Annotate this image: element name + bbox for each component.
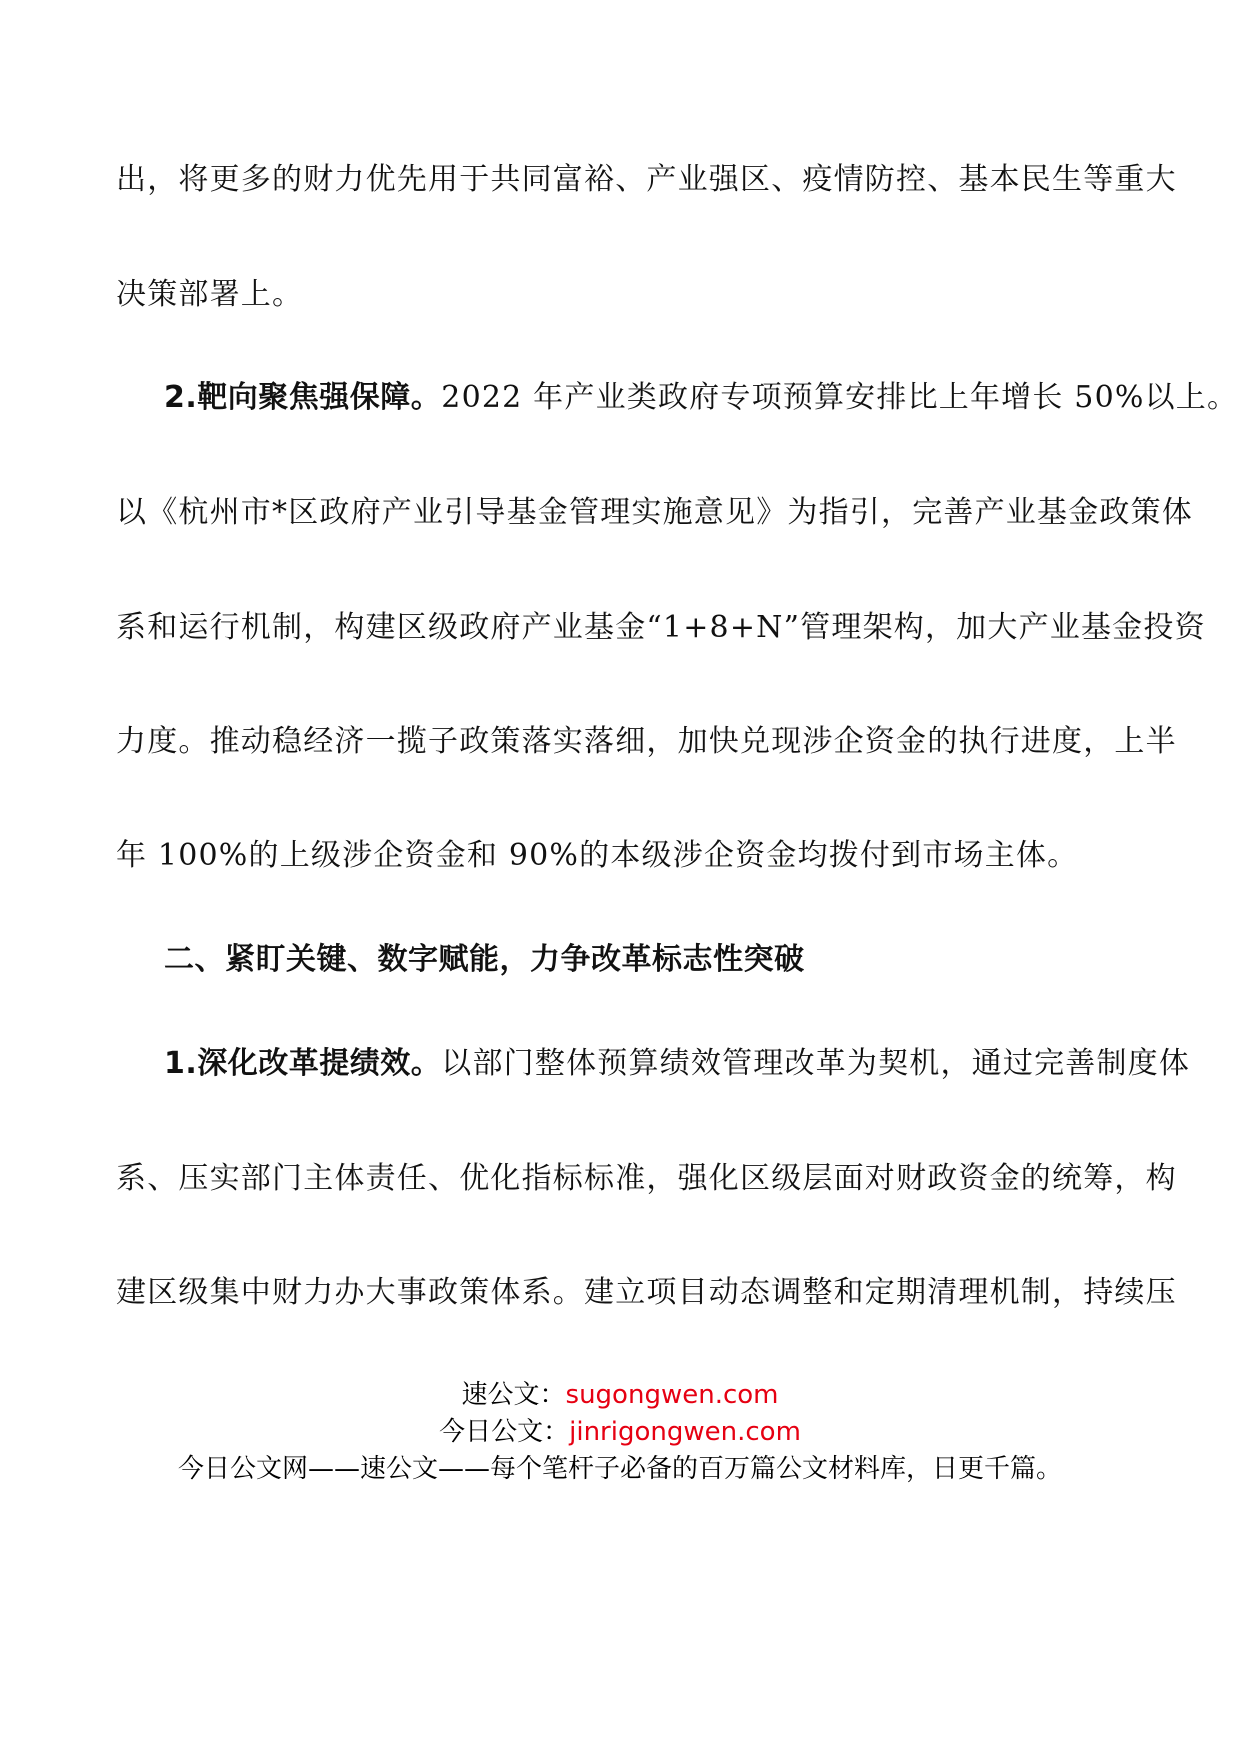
footer-site-link[interactable]: sugongwen.com <box>565 1380 779 1410</box>
section-heading: 二、紧盯关键、数字赋能，力争改革标志性突破 <box>164 942 805 977</box>
paragraph-line: 决策部署上。 <box>116 277 304 312</box>
paragraph-line: 以《杭州市*区政府产业引导基金管理实施意见》为指引，完善产业基金政策体 <box>116 495 1193 530</box>
paragraph-line: 建区级集中财力办大事政策体系。建立项目动态调整和定期清理机制，持续压 <box>116 1275 1177 1310</box>
paragraph-line: 力度。推动稳经济一揽子政策落实落细，加快兑现涉企资金的执行进度，上半 <box>116 724 1177 759</box>
footer-tagline: 今日公文网——速公文——每个笔杆子必备的百万篇公文材料库，日更千篇。 <box>177 1454 1062 1484</box>
footer-site-line <box>0 1378 1240 1412</box>
paragraph-line: 出，将更多的财力优先用于共同富裕、产业强区、疫情防控、基本民生等重大 <box>116 162 1177 197</box>
footer-site-link[interactable]: jinrigongwen.com <box>569 1417 801 1447</box>
footer-site-label: 速公文： <box>461 1380 566 1410</box>
paragraph-heading: 1.深化改革提绩效。 <box>164 1046 442 1081</box>
footer-site-label: 今日公文： <box>439 1417 570 1447</box>
paragraph-text: 以部门整体预算绩效管理改革为契机，通过完善制度体 <box>441 1046 1191 1081</box>
paragraph-heading: 2.靶向聚焦强保障。 <box>164 380 442 415</box>
paragraph-line: 系和运行机制，构建区级政府产业基金“1+8+N”管理架构，加大产业基金投资 <box>116 610 1206 645</box>
footer-site-line <box>0 1415 1240 1449</box>
paragraph-line: 年 100%的上级涉企资金和 90%的本级涉企资金均拨付到市场主体。 <box>116 838 1079 873</box>
paragraph-line <box>164 378 1239 418</box>
paragraph-line: 系、压实部门主体责任、优化指标标准，强化区级层面对财政资金的统筹，构 <box>116 1161 1177 1196</box>
paragraph-text: 2022 年产业类政府专项预算安排比上年增长 50%以上。 <box>441 380 1239 415</box>
paragraph-line <box>164 1044 1191 1084</box>
